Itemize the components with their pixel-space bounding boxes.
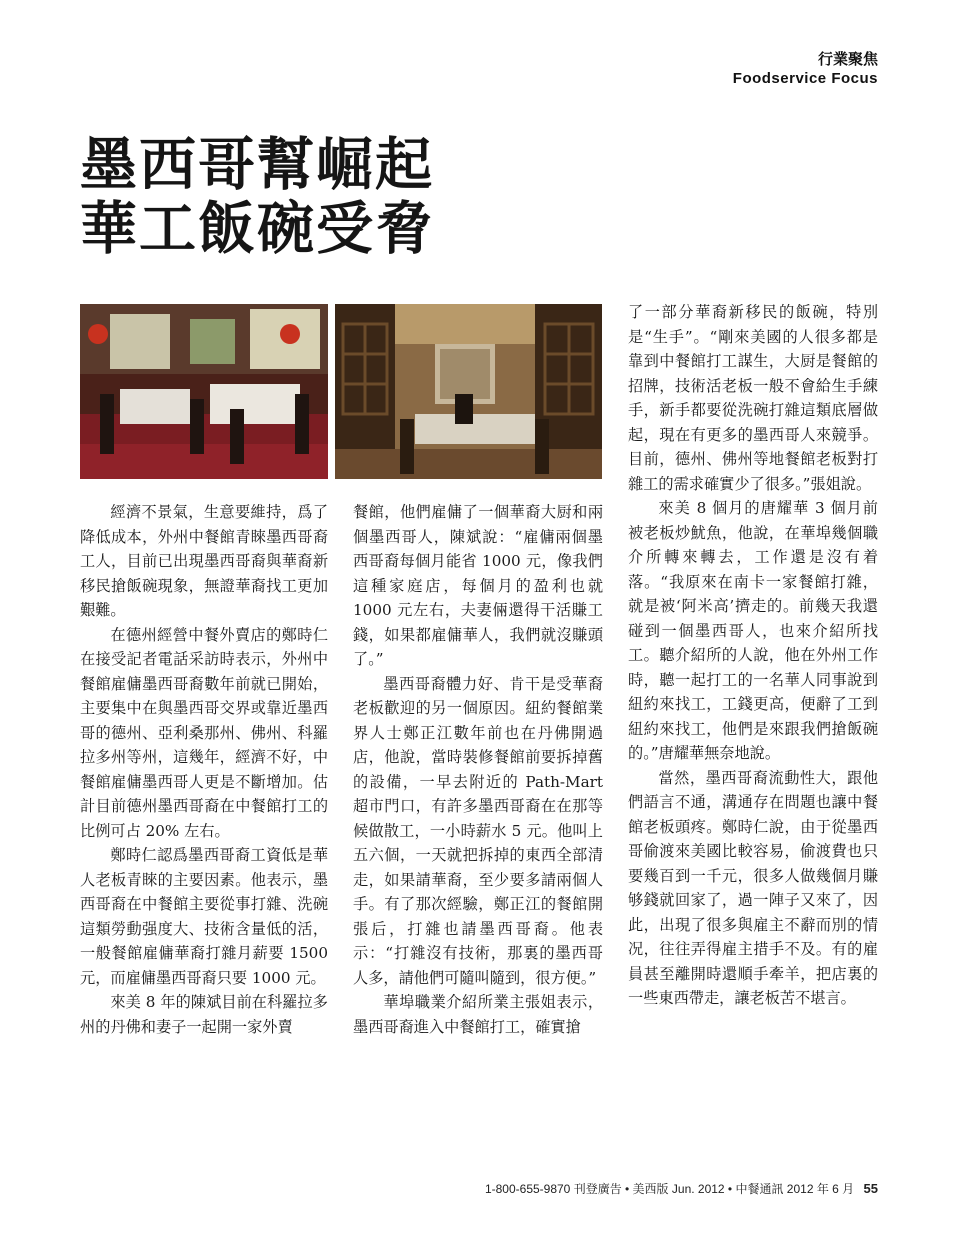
- page-number: 55: [863, 1181, 878, 1196]
- paragraph: 鄭時仁認爲墨西哥裔工資低是華人老板青睞的主要因素。他表示，墨西哥裔在中餐館主要從事打雜、洗碗這類勞動强度大、技術含量低的活，一般餐館雇傭華裔打雜月薪要 1500 元，而雇傭墨西哥裔只要 1000 元。: [80, 846, 328, 987]
- section-label-english: Foodservice Focus: [732, 70, 878, 87]
- paragraph: 了一部分華裔新移民的飯碗，特別是“生手”。“剛來美國的人很多都是靠到中餐館打工謀生，大厨是餐館的招牌，技術活老板一般不會給生手練手，新手都要從洗碗打雜這類底層做起，現在有更多的墨西哥人來競爭。目前，德州、佛州等地餐館老板對打雜工的需求確實少了很多。”張姐說。: [628, 303, 878, 493]
- paragraph: 經濟不景氣，生意要維持，爲了降低成本，外州中餐館青睞墨西哥裔工人，目前已出現墨西哥裔與華裔新移民搶飯碗現象，無證華裔找工更加艱難。: [80, 503, 328, 619]
- page-footer: [485, 1180, 878, 1197]
- restaurant-photo-2: [335, 304, 602, 479]
- article-title-line-2: 華工飯碗受脅: [80, 195, 434, 262]
- article-column-3: [628, 300, 878, 1011]
- article-column-2: [353, 500, 603, 1039]
- restaurant-photo-1: [80, 304, 328, 479]
- paragraph: 當然，墨西哥裔流動性大，跟他們語言不通，溝通存在問題也讓中餐館老板頭疼。鄭時仁說，由于從墨西哥偷渡來美國比較容易，偷渡費也只要幾百到一千元，很多人做幾個月賺够錢就回家了，過一陣子又來了，因此，出現了很多與雇主不辭而別的情况，往往弄得雇主措手不及。有的雇員甚至離開時還順手牽羊，把店裏的一些東西帶走，讓老板苦不堪言。: [628, 768, 878, 1007]
- article-column-1: [80, 500, 328, 1039]
- paragraph: 來美 8 個月的唐耀華 3 個月前被老板炒魷魚，他說，在華埠幾個職介所轉來轉去，工作還是沒有着落。“我原來在南卡一家餐館打雜，就是被‘阿米高’擠走的。前幾天我還碰到一個墨西哥人，也來介紹所找工。聽介紹所的人說，他在外州工作時，聽一起打工的一名華人同事說到紐約來找工，工錢更高，便辭了工到紐約來找工，他們是來跟我們搶飯碗的。”唐耀華無奈地說。: [628, 499, 878, 762]
- paragraph: 在德州經營中餐外賣店的鄭時仁在接受記者電話采訪時表示，外州中餐館雇傭墨西哥裔數年前就已開始，主要集中在與墨西哥交界或靠近墨西哥的德州、亞利桑那州、佛州、科羅拉多州等州，這幾年，經濟不好，中餐館雇傭墨西哥人更是不斷增加。估計目前德州墨西哥裔在中餐館打工的比例可占 20% 左右。: [80, 625, 328, 840]
- lattice-room-illustration: [335, 304, 602, 479]
- dining-room-illustration: [80, 304, 328, 479]
- footer-text: 1-800-655-9870 刊登廣告 • 美西版 Jun. 2012 • 中餐通訊 2012 年 6 月: [484, 1182, 855, 1196]
- paragraph: 餐館，他們雇傭了一個華裔大厨和兩個墨西哥人，陳斌說：“雇傭兩個墨西哥裔每個月能省 1000 元，像我們這種家庭店，每個月的盈利也就 1000 元左右，夫妻倆還得干活賺工錢，如果都雇傭華人，我們就沒賺頭了。”: [353, 503, 603, 668]
- article-title-line-1: 墨西哥幫崛起: [80, 131, 434, 198]
- article-title: [80, 133, 434, 261]
- paragraph: 來美 8 年的陳斌目前在科羅拉多州的丹佛和妻子一起開一家外賣: [80, 993, 328, 1036]
- paragraph: 華埠職業介紹所業主張姐表示，墨西哥裔進入中餐館打工，確實搶: [353, 993, 603, 1036]
- paragraph: 墨西哥裔體力好、肯干是受華裔老板歡迎的另一個原因。紐約餐館業界人士鄭正江數年前也在丹佛開過店，他說，當時裝修餐館前要拆掉舊的設備，一早去附近的 Path-Mart 超市門口，有許多墨西哥裔在在那等候做散工，一小時薪水 5 元。他叫上五六個，一天就把拆掉的東西全部清走，如果請華裔，至少要多請兩個人手。有了那次經驗，鄭正江的餐館開張后，打雜也請墨西哥裔。他表示：“打雜沒有技術，那裏的墨西哥人多，請他們可隨叫隨到，很方便。”: [353, 674, 603, 987]
- section-label-chinese: 行業聚焦: [817, 50, 878, 68]
